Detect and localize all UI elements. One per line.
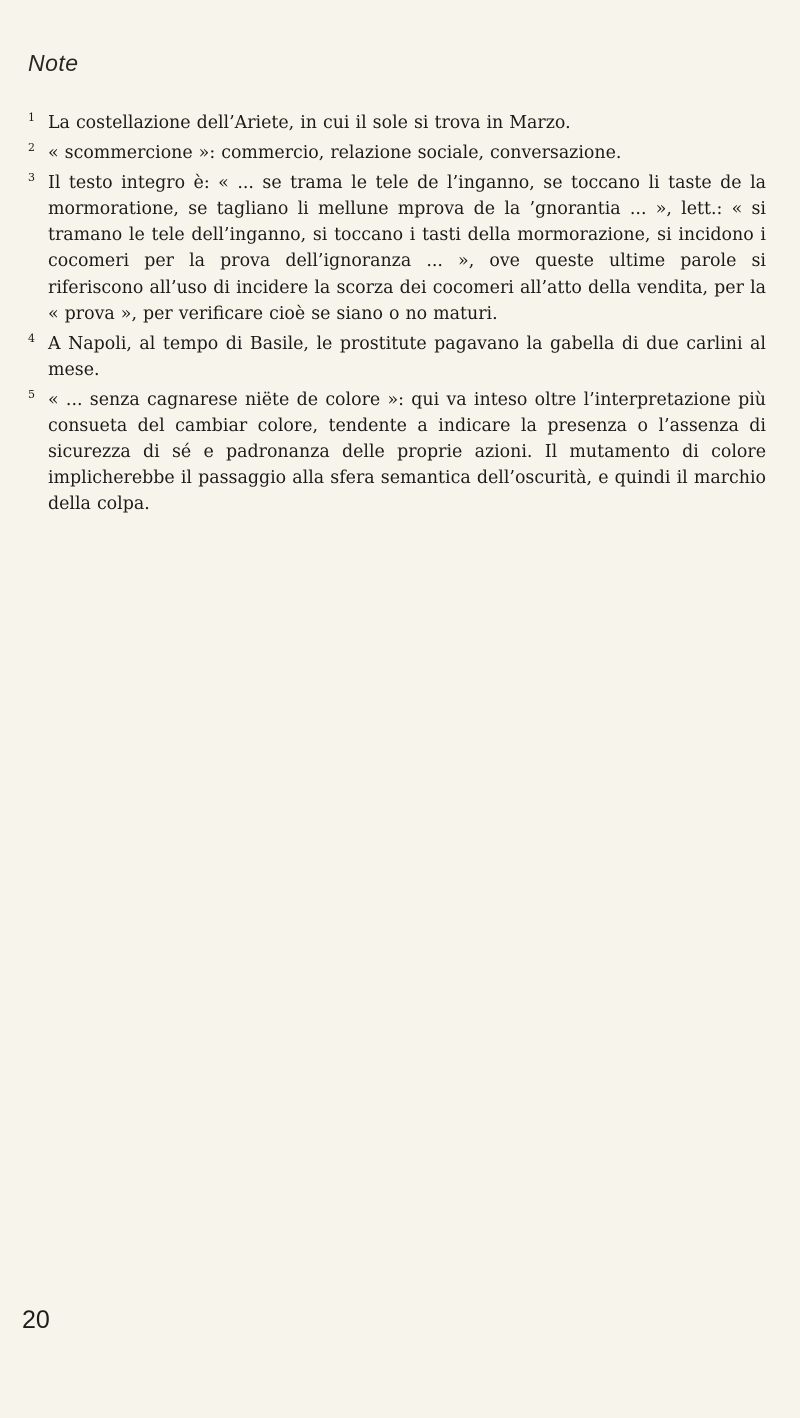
note-item: [28, 110, 766, 136]
page-number: 20: [22, 1306, 50, 1334]
note-item: [28, 331, 766, 383]
section-heading: Note: [28, 50, 79, 76]
note-item: [28, 387, 766, 517]
note-number: 3: [28, 171, 35, 185]
note-item: [28, 170, 766, 327]
note-number: 2: [28, 141, 35, 155]
note-text: « scommercione »: commercio, relazione sociale, conversazione.: [48, 143, 622, 164]
note-text: « ... senza cagnarese niëte de colore »: qui va inteso oltre l’interpretazione più consueta del cambiar colore, tendente a indicare la presenza o l’assenza di sicurezza di sé e padronanza delle proprie azioni. Il mutamento di colore implicherebbe il passaggio alla sfera semantica dell’oscurità, e quindi il marchio della colpa.: [48, 389, 766, 515]
note-number: 4: [28, 331, 35, 345]
notes-list: [28, 110, 766, 521]
note-text: Il testo integro è: « ... se trama le tele de l’inganno, se toccano li taste de la mormoratione, se tagliano li mellune mprova de la ’gnorantia ... », lett.: « si tramano le tele dell’inganno, si toccano i tasti della mormorazione, si incidono i cocomeri per la prova dell’ignoranza ... », ove queste ultime parole si riferiscono all’uso di incidere la scorza dei cocomeri all’atto della vendita, per la « prova », per verificare cioè se siano o no maturi.: [48, 173, 766, 324]
note-text: La costellazione dell’Ariete, in cui il sole si trova in Marzo.: [48, 113, 571, 133]
note-text: A Napoli, al tempo di Basile, le prostitute pagavano la gabella di due carlini al mese.: [48, 333, 766, 380]
note-number: 1: [28, 111, 35, 124]
note-number: 5: [28, 387, 35, 401]
note-item: [28, 140, 766, 166]
